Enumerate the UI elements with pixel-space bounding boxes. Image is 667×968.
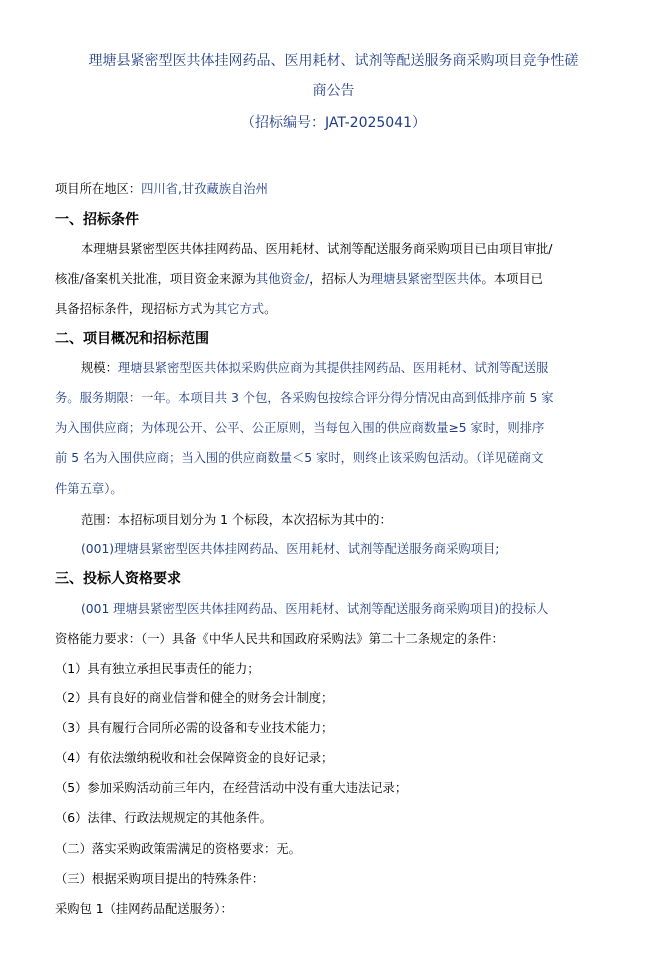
scale-label: 规模： [81,361,118,375]
package-1-heading: 采购包 1（挂网药品配送服务）： [55,902,233,916]
qualification-item-1: （1）具有独立承担民事责任的能力； [55,662,260,676]
section-1-paragraph-line-1: 本理塘县紧密型医共体挂网药品、医用耗材、试剂等配送服务商采购项目已由项目审批/ [81,242,553,256]
bid-number [40,108,627,138]
qualification-item-6: （6）法律、行政法规规定的其他条件。 [55,811,272,825]
bid-number-prefix: （招标编号： [240,115,325,131]
section-2-scope: 范围：本招标项目划分为 1 个标段，本次招标为其中的： [81,513,392,527]
qualification-item-4: （4）有依法缴纳税收和社会保障资金的良好记录； [55,751,334,765]
project-region [55,181,268,197]
fund-source: 其他资金/ [255,272,310,286]
policy-requirement: （二）落实采购政策需满足的资格要求：无。 [55,842,301,856]
bid-method: 其它方式 [214,302,265,316]
region-value: 四川省,甘孜藏族自治州 [141,182,268,196]
section-3-paragraph-line-1: (001 理塘县紧密型医共体挂网药品、医用耗材、试剂等配送服务商采购项目)的投标人 [81,602,549,616]
section-2-scale-line-5: 件第五章）。 [55,482,123,496]
tenderer-name: 理塘县紧密型医共体 [370,272,482,286]
text-run: 。本项目已 [481,272,543,286]
qualification-item-5: （5）参加采购活动前三年内，在经营活动中没有重大违法记录； [55,781,408,795]
bid-number-code: JAT-2025041 [324,115,413,131]
text-run: 具备招标条件，现招标方式为 [55,302,215,316]
text-run: 。 [264,302,277,316]
section-1-paragraph-line-3 [55,301,276,317]
section-2-scale-line-3: 为入围供应商；为体现公开、公平、公正原则，当每包入围的供应商数量≥5 家时，则排序 [55,421,545,435]
section-2-scope-item: (001)理塘县紧密型医共体挂网药品、医用耗材、试剂等配送服务商采购项目; [81,542,500,556]
document-title-line-2: 商公告 [312,83,355,99]
section-2-heading: 二、项目概况和招标范围 [55,331,209,347]
qualification-item-3: （3）具有履行合同所必需的设备和专业技术能力； [55,721,334,735]
special-conditions: （三）根据采购项目提出的特殊条件： [55,872,265,886]
bid-number-suffix: ） [412,115,427,131]
section-1-paragraph-line-2 [55,271,543,287]
region-label: 项目所在地区： [55,182,142,196]
text-run: ，招标人为 [309,272,371,286]
section-3-heading: 三、投标人资格要求 [55,571,181,587]
section-2-scale-line-1 [81,360,548,376]
section-1-heading: 一、招标条件 [55,212,139,228]
section-2-scale-line-4: 前 5 名为入围供应商；当入围的供应商数量＜5 家时，则终止该采购包活动。（详见磋商文 [55,451,544,465]
qualification-item-2: （2）具有良好的商业信誉和健全的财务会计制度； [55,691,334,705]
document-title-line-1: 理塘县紧密型医共体挂网药品、医用耗材、试剂等配送服务商采购项目竞争性磋 [88,53,579,69]
section-2-scale-line-2: 务。服务期限：一年。本项目共 3 个包，各采购包按综合评分得分情况由高到低排序前 5 家 [55,391,554,405]
section-3-paragraph-line-2: 资格能力要求：（一）具备《中华人民共和国政府采购法》第二十二条规定的条件： [55,632,504,646]
scale-text: 理塘县紧密型医共体拟采购供应商为其提供挂网药品、医用耗材、试剂等配送服 [117,361,549,375]
text-run: 核准/备案机关批准，项目资金来源为 [55,272,256,286]
